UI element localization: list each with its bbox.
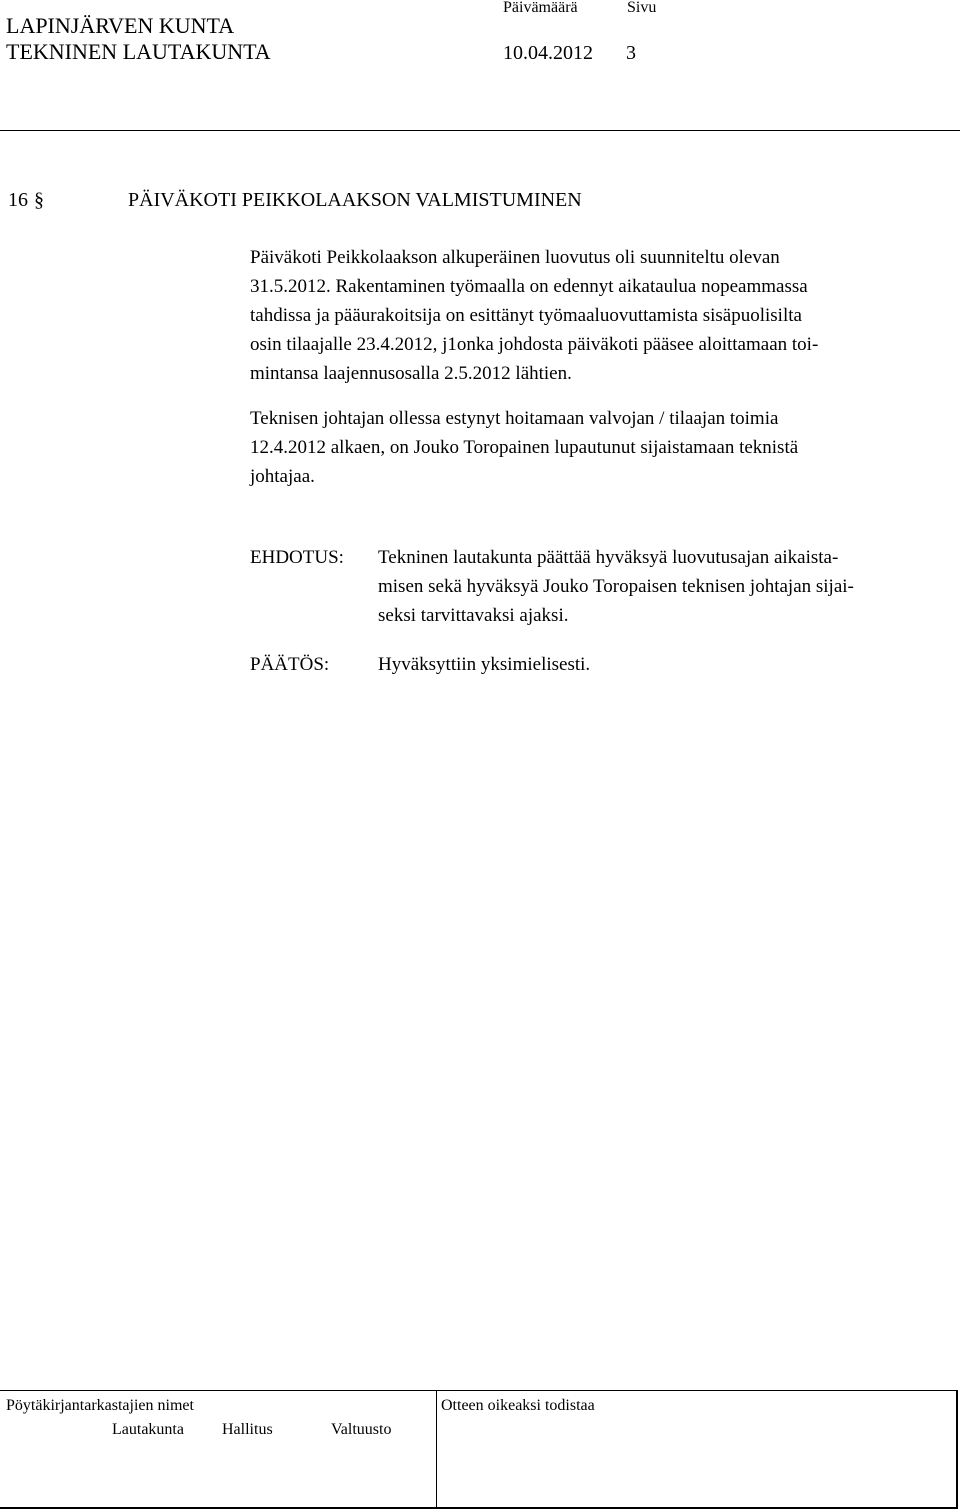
proposal-line: seksi tarvittavaksi ajaksi. <box>378 605 569 626</box>
page-label: Sivu <box>627 0 657 16</box>
date-label: Päivämäärä <box>503 0 578 16</box>
certified-label: Otteen oikeaksi todistaa <box>441 1397 595 1414</box>
proposal-line: Tekninen lautakunta päättää hyväksyä luovutusajan aikaista- <box>378 547 839 568</box>
committee-hallitus: Hallitus <box>222 1421 273 1438</box>
committee-valtuusto: Valtuusto <box>331 1421 392 1438</box>
page-number: 3 <box>626 42 636 64</box>
footer-divider <box>436 1390 437 1508</box>
paragraph-line: Teknisen johtajan ollessa estynyt hoitamaan valvojan / tilaajan toimia <box>250 408 779 429</box>
committee-lautakunta: Lautakunta <box>112 1421 184 1438</box>
paragraph-line: Päiväkoti Peikkolaakson alkuperäinen luovutus oli suunniteltu olevan <box>250 247 780 268</box>
checkers-label: Pöytäkirjantarkastajien nimet <box>6 1397 194 1414</box>
organization-name: LAPINJÄRVEN KUNTA <box>6 13 235 38</box>
paragraph-line: johtajaa. <box>250 466 315 487</box>
section-sign: § <box>34 189 44 211</box>
item-number: 16 <box>8 189 28 211</box>
paragraph-line: 31.5.2012. Rakentaminen työmaalla on edennyt aikataulua nopeammassa <box>250 276 808 297</box>
proposal-line: misen sekä hyväksyä Jouko Toropaisen teknisen johtajan sijai- <box>378 576 854 597</box>
decision-label: PÄÄTÖS: <box>250 654 330 675</box>
paragraph-1 <box>250 243 950 388</box>
paragraph-2 <box>250 404 950 491</box>
paragraph-line: osin tilaajalle 23.4.2012, j1onka johdosta päiväkoti pääsee aloittamaan toi- <box>250 334 819 355</box>
paragraph-line: mintansa laajennusosalla 2.5.2012 lähtien. <box>250 363 572 384</box>
decision-text: Hyväksyttiin yksimielisesti. <box>378 654 591 675</box>
proposal-text <box>378 543 854 630</box>
document-date: 10.04.2012 <box>503 42 593 64</box>
paragraph-line: tahdissa ja pääurakoitsija on esittänyt työmaaluovuttamista sisäpuolisilta <box>250 305 802 326</box>
paragraph-line: 12.4.2012 alkaen, on Jouko Toropainen lupautunut sijaistamaan teknistä <box>250 437 799 458</box>
committee-name: TEKNINEN LAUTAKUNTA <box>6 39 271 64</box>
header-divider <box>0 130 960 131</box>
item-title: PÄIVÄKOTI PEIKKOLAAKSON VALMISTUMINEN <box>128 189 582 211</box>
proposal-label: EHDOTUS: <box>250 547 344 568</box>
